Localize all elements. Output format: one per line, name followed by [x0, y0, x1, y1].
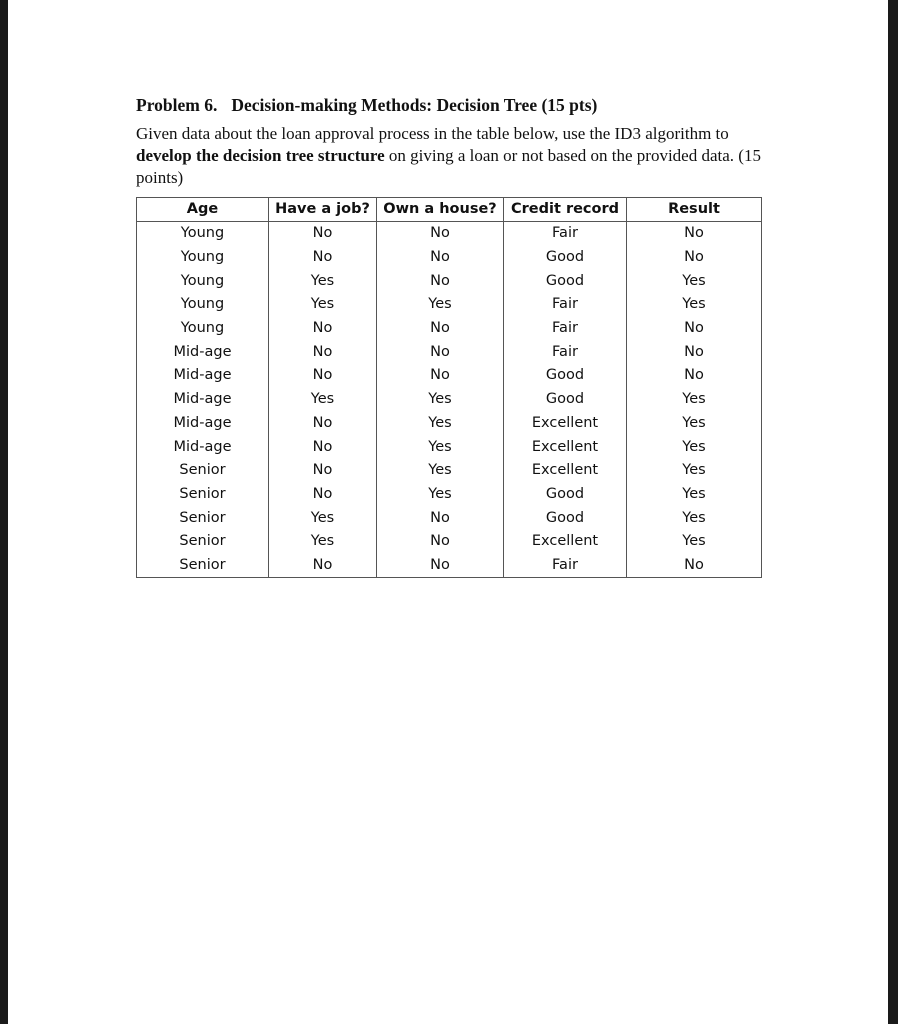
table-cell: No	[627, 364, 762, 388]
table-cell: Yes	[269, 388, 377, 412]
description-bold-text: develop the decision tree structure	[136, 146, 385, 165]
table-cell: No	[269, 459, 377, 483]
table-cell: Excellent	[504, 435, 627, 459]
document-page	[8, 0, 888, 1024]
table-cell: Good	[504, 388, 627, 412]
table-cell: No	[627, 222, 762, 246]
table-cell: No	[377, 222, 504, 246]
table-cell: Senior	[137, 459, 269, 483]
table-cell: Young	[137, 317, 269, 341]
table-row	[137, 483, 762, 507]
table-cell: Yes	[627, 435, 762, 459]
table-cell: Yes	[377, 388, 504, 412]
table-cell: Yes	[269, 530, 377, 554]
table-cell: Young	[137, 222, 269, 246]
table-cell: Senior	[137, 483, 269, 507]
table-row	[137, 388, 762, 412]
table-cell: Excellent	[504, 412, 627, 436]
table-row	[137, 222, 762, 246]
table-cell: No	[377, 530, 504, 554]
table-cell: Good	[504, 364, 627, 388]
column-header: Have a job?	[269, 198, 377, 222]
table-cell: No	[269, 246, 377, 270]
column-header: Own a house?	[377, 198, 504, 222]
table-cell: No	[377, 506, 504, 530]
table-row	[137, 530, 762, 554]
table-row	[137, 412, 762, 436]
table-cell: Yes	[627, 506, 762, 530]
table-row	[137, 293, 762, 317]
table-cell: Fair	[504, 340, 627, 364]
table-cell: Mid-age	[137, 412, 269, 436]
table-cell: Yes	[627, 388, 762, 412]
table-cell: No	[627, 317, 762, 341]
column-header: Result	[627, 198, 762, 222]
table-cell: Yes	[269, 293, 377, 317]
table-cell: Yes	[627, 412, 762, 436]
table-cell: No	[377, 554, 504, 578]
table-cell: Yes	[627, 269, 762, 293]
table-cell: Good	[504, 483, 627, 507]
table-cell: Yes	[269, 506, 377, 530]
table-row	[137, 269, 762, 293]
table-cell: Yes	[377, 459, 504, 483]
table-cell: Mid-age	[137, 435, 269, 459]
table-cell: Yes	[377, 293, 504, 317]
table-cell: Young	[137, 246, 269, 270]
table-cell: No	[269, 364, 377, 388]
table-cell: No	[269, 222, 377, 246]
table-cell: No	[269, 435, 377, 459]
table-cell: No	[377, 364, 504, 388]
problem-title: Decision-making Methods: Decision Tree (15 pts)	[231, 95, 598, 115]
table-cell: Mid-age	[137, 340, 269, 364]
table-cell: No	[377, 340, 504, 364]
table-cell: Yes	[377, 412, 504, 436]
table-cell: Young	[137, 293, 269, 317]
problem-description	[136, 123, 776, 189]
table-cell: No	[269, 317, 377, 341]
description-text-1: Given data about the loan approval process in the table below, use the ID3 algorithm to	[136, 124, 729, 143]
loan-data-table	[136, 197, 762, 578]
table-cell: No	[269, 483, 377, 507]
table-cell: Excellent	[504, 459, 627, 483]
problem-heading	[136, 95, 597, 116]
column-header: Credit record	[504, 198, 627, 222]
table-row	[137, 317, 762, 341]
table-cell: Excellent	[504, 530, 627, 554]
table-cell: Yes	[627, 459, 762, 483]
table-cell: Yes	[627, 530, 762, 554]
table-cell: No	[627, 246, 762, 270]
table-cell: Mid-age	[137, 388, 269, 412]
table-cell: Senior	[137, 506, 269, 530]
table-cell: Yes	[627, 293, 762, 317]
table-cell: Senior	[137, 530, 269, 554]
table-header-row	[137, 198, 762, 222]
table-cell: Yes	[627, 483, 762, 507]
table-cell: No	[627, 340, 762, 364]
table-row	[137, 246, 762, 270]
column-header: Age	[137, 198, 269, 222]
table-row	[137, 435, 762, 459]
table-row	[137, 506, 762, 530]
table-cell: Fair	[504, 317, 627, 341]
table-cell: Good	[504, 269, 627, 293]
table-cell: No	[627, 554, 762, 578]
table-cell: No	[377, 317, 504, 341]
table-cell: No	[269, 340, 377, 364]
table-row	[137, 554, 762, 578]
problem-number: Problem 6.	[136, 95, 218, 115]
table-row	[137, 364, 762, 388]
table-cell: Senior	[137, 554, 269, 578]
table-cell: Yes	[377, 483, 504, 507]
table-cell: No	[377, 269, 504, 293]
table-row	[137, 340, 762, 364]
table-cell: Fair	[504, 293, 627, 317]
table-cell: Young	[137, 269, 269, 293]
table-body	[137, 222, 762, 578]
table-cell: Good	[504, 246, 627, 270]
table-cell: No	[269, 412, 377, 436]
table-cell: Good	[504, 506, 627, 530]
table-cell: Yes	[269, 269, 377, 293]
description-text-2: on giving a loan or not based on the provided data. (15 points)	[136, 146, 761, 187]
table-cell: No	[377, 246, 504, 270]
table-cell: Fair	[504, 554, 627, 578]
table-cell: No	[269, 554, 377, 578]
table-cell: Fair	[504, 222, 627, 246]
table-cell: Yes	[377, 435, 504, 459]
table-row	[137, 459, 762, 483]
table-cell: Mid-age	[137, 364, 269, 388]
